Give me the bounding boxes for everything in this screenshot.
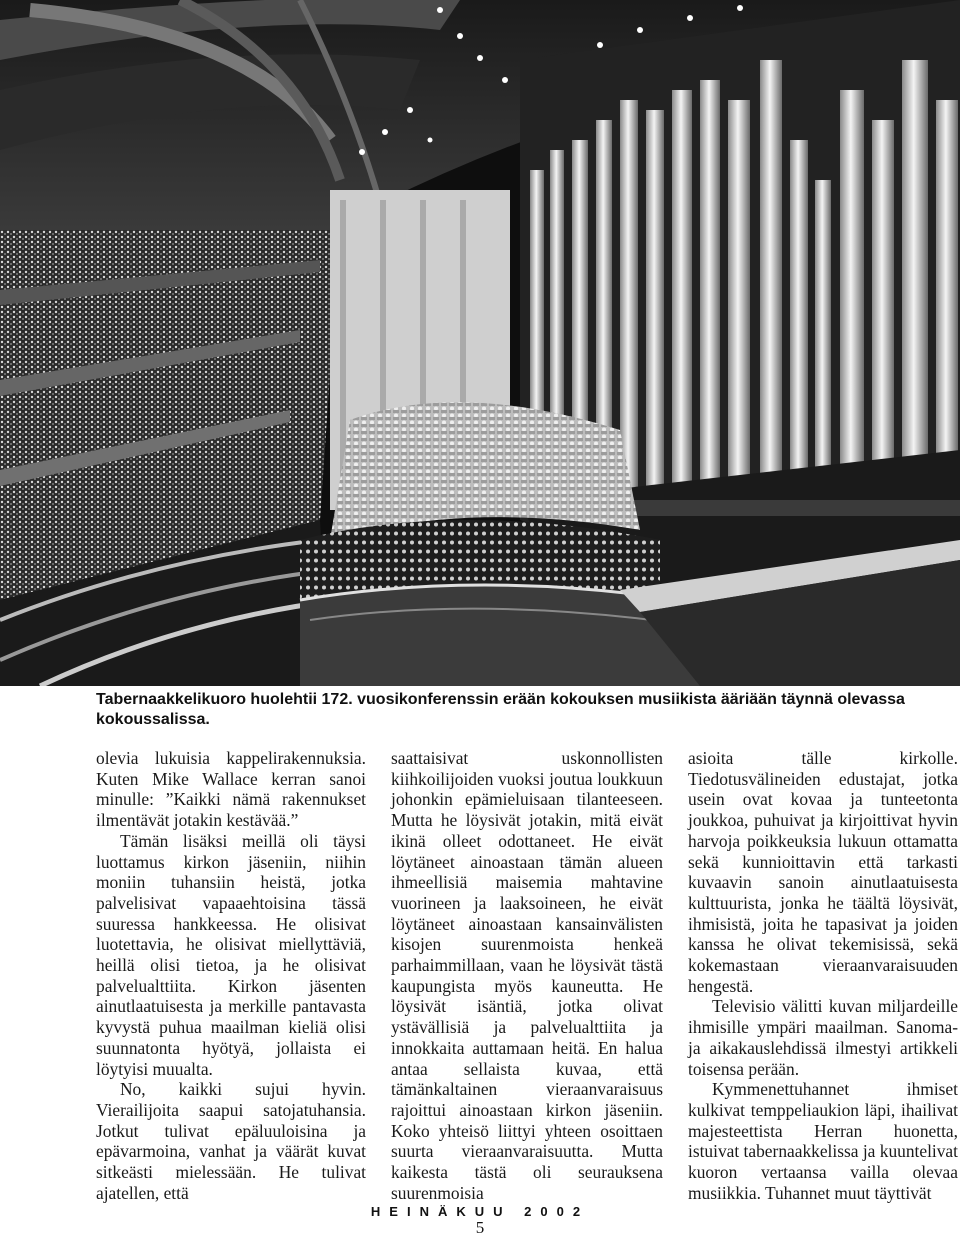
photo-caption: Tabernaakkelikuoro huolehtii 172. vuosikonferenssin erään kokouksen musiikista ääriään täynnä olevassa kokoussalissa. [96,691,905,728]
paragraph: asioita tälle kirkolle. Tiedotusvälineiden edustajat, jotka usein ovat kovaa ja tunteetonta joukkoa, puhuivat ja kirjoittivat hyvin harvoja poikkeuksia lukuun ottamatta sekä kunnioittavin että tarkasti kuvaavin sanoin ainutlaatuisesta kulttuurista, jonka he täältä löysivät, ihmisistä, joita he tapasivat ja joiden kanssa he olivat tekemisissä, sekä kokemastaan vieraanvaraisuuden hengestä. [688,748,958,996]
paragraph: olevia lukuisia kappelirakennuksia. Kuten Mike Wallace kerran sanoi minulle: ”Kaikki nämä rakennukset ilmentävät jotakin kestävää.” [96,748,366,831]
page-number: 5 [475,1218,485,1237]
text-column-1 [96,748,366,1203]
issue-date: HEINÄKUU 2002 [370,1204,590,1219]
paragraph: No, kaikki sujui hyvin. Vierailijoita saapui satojatuhansia. Jotkut tulivat epäluuloisina ja epävarmoina, vanhat ja väärät kuvat sitkeästi mielessään. He tulivat ajatellen, että [96,1079,366,1203]
paragraph: saattaisivat uskonnollisten kiihkoilijoiden vuoksi joutua loukkuun johonkin epämieluisaan tilanteeseen. Mutta he löysivät jotakin, mitä eivät ikinä olleet odottaneet. He eivät löytäneet ainoastaan tämän alueen ihmeellisiä maisemia mahtavine vuorineen ja laaksoineen, he eivät löytäneet ainoastaan kansainvälisten kisojen suurenmoista henkeä parhaimmillaan, vaan he löysivät tästä kaupungista myös kauneutta. He löysivät isäntiä, jotka olivat ystävällisiä ja palvelualttiita ja innokkaita auttamaan heitä. En halua antaa sellaista kuvaa, että tämänkaltainen vieraanvaraisuus rajoittui ainoastaan kirkon jäseniin. Koko yhteisö liittyi yhteen osoittaen suurta vieraanvaraisuutta. Mutta kaikesta tästä oli seurauksena suurenmoisia [391,748,663,1203]
paragraph: Televisio välitti kuvan miljardeille ihmisille ympäri maailman. Sanoma- ja aikakauslehdissä ilmestyi artikkeli toisensa perään. [688,996,958,1079]
paragraph: Kymmenettuhannet ihmiset kulkivat temppeliaukion läpi, ihailivat majesteettista Herran huonetta, istuivat tabernaakkelissa ja kuuntelivat kuoron vertaansa vailla olevaa musiikkia. Tuhannet muut täyttivät [688,1079,958,1203]
paragraph: Tämän lisäksi meillä oli täysi luottamus kirkon jäseniin, niihin moniin tuhansiin heistä, jotka palvelisivat vapaaehtoisina tässä suuressa hankkeessa. He olisivat luotettavia, he olisivat miellyttäviä, heillä olisi tietoa, ja he olisivat palvelualttiita. Kirkon jäsenten ainutlaatuisesta ja merkille pantavasta kyvystä puhua maailman kieliä olisi suunnatonta hyötyä, jollaista ei löytyisi muualta. [96,830,366,1079]
text-column-3 [688,748,958,1203]
text-column-2 [391,748,663,1203]
